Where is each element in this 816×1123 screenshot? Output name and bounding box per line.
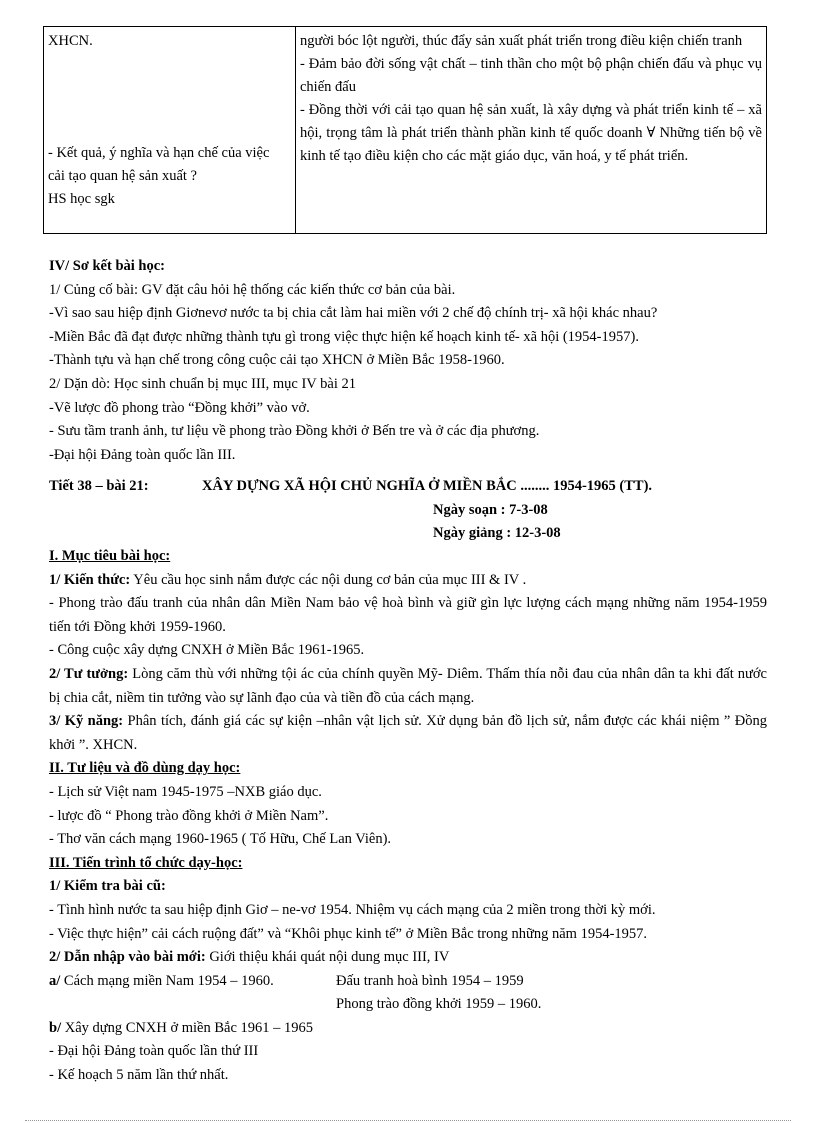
text-line: - Lịch sử Việt nam 1945-1975 –NXB giáo dục. — [49, 783, 322, 800]
item-a-text: Cách mạng miền Nam 1954 – 1960. — [60, 972, 274, 989]
check-label: 1/ Kiểm tra bài cũ: — [49, 878, 166, 895]
cell-text: người bóc lột người, thúc đẩy sản xuất phát triển trong điều kiện chiến tranh — [300, 33, 743, 49]
text-line: -Thành tựu và hạn chế trong công cuộc cải tạo XHCN ở Miền Bắc 1958-1960. — [49, 352, 505, 369]
cell-text: - Đồng thời với cải tạo quan hệ sản xuất, là xây dựng và phát triển kinh tế – xã hội, trọng tâm là phát triển thành phần kinh tế quốc doanh ∀ Những tiến bộ về kinh tế tạo điều kiện cho các mặt giáo dục, văn hoá, y tế phát triển. — [300, 102, 762, 164]
item-a-right-2: Phong trào đồng khởi 1959 – 1960. — [336, 996, 542, 1013]
lesson-title: XÂY DỰNG XÃ HỘI CHỦ NGHĨA Ở MIỀN BẮC ........ 1954-1965 (TT). — [202, 478, 653, 494]
page-bottom-divider — [25, 1120, 791, 1121]
item-a-label: a/ — [49, 972, 61, 989]
section-heading: IV/ Sơ kết bài học: — [49, 258, 165, 274]
intro-text: Giới thiệu khái quát nội dung mục III, IV — [205, 949, 450, 966]
section-heading: I. Mục tiêu bài học: — [49, 548, 171, 564]
lesson-title-row — [49, 478, 653, 495]
item-b-label: b/ — [49, 1019, 62, 1036]
text-line: - Công cuộc xây dựng CNXH ở Miền Bắc 1961-1965. — [49, 642, 365, 659]
cell-text: HS học sgk — [48, 191, 115, 207]
text-line: 1/ Củng cố bài: GV đặt câu hỏi hệ thống các kiến thức cơ bản của bài. — [49, 281, 456, 298]
text-line: - lược đồ “ Phong trào đồng khởi ở Miền Nam”. — [49, 807, 329, 824]
cell-text: XHCN. — [48, 33, 93, 49]
text-line: - Đại hội Đảng toàn quốc lần thứ III — [49, 1043, 259, 1060]
text-line: - Thơ văn cách mạng 1960-1965 ( Tố Hữu, Chế Lan Viên). — [49, 831, 392, 848]
summary-section — [49, 255, 657, 467]
date-prepared: Ngày soạn : 7-3-08 — [433, 502, 548, 518]
skill-label: 3/ Kỹ năng: — [49, 713, 124, 730]
lesson-period: Tiết 38 – bài 21: — [49, 478, 149, 494]
text-line: - Việc thực hiện” cải cách ruộng đất” và “Khôi phục kinh tế” ở Miền Bắc trong những năm 1954-1957. — [49, 925, 648, 942]
knowledge-text: Yêu cầu học sinh nắm được các nội dung cơ bản của mục III & IV . — [130, 571, 527, 588]
section-heading: III. Tiến trình tổ chức dạy-học: — [49, 854, 243, 871]
text-line: -Miền Bắc đã đạt được những thành tựu gì trong việc thực hiện kế hoạch kinh tế- xã hội (1954-1957). — [49, 328, 639, 345]
text-line: - Kế hoạch 5 năm lần thứ nhất. — [49, 1067, 229, 1084]
text-line: - Sưu tầm tranh ảnh, tư liệu về phong trào Đồng khởi ở Bến tre và ở các địa phương. — [49, 423, 540, 440]
thought-text: Lòng căm thù với những tội ác của chính quyền Mỹ- Diêm. Thấm thía nỗi đau của nhân dân ta khi đất nước bị chia cắt, niềm tin tưởng vào sự lãnh đạo của và tiền đồ của cách mạng. — [49, 665, 767, 706]
thought-label: 2/ Tư tưởng: — [49, 665, 129, 682]
text-line: -Đại hội Đảng toàn quốc lần III. — [49, 446, 236, 463]
text-line: -Vẽ lược đồ phong trào “Đồng khởi” vào vở. — [49, 399, 310, 416]
intro-label: 2/ Dẫn nhập vào bài mới: — [49, 949, 206, 966]
item-a-right-1: Đấu tranh hoà bình 1954 – 1959 — [336, 972, 524, 989]
knowledge-label: 1/ Kiến thức: — [49, 571, 131, 588]
item-b-text: Xây dựng CNXH ở miền Bắc 1961 – 1965 — [61, 1019, 314, 1036]
section-heading: II. Tư liệu và đồ dùng dạy học: — [49, 760, 241, 777]
lesson-table — [43, 26, 767, 234]
skill-text: Phân tích, đánh giá các sự kiện –nhân vật lịch sử. Xử dụng bản đồ lịch sử, nắm được các khái niệm ” Đồng khởi ”. XHCN. — [49, 713, 768, 753]
cell-text: - Đảm bảo đời sống vật chất – tinh thần cho một bộ phận chiến đấu và phục vụ chiến đấu — [300, 56, 762, 95]
text-line: -Vì sao sau hiệp định Giơnevơ nước ta bị chia cắt làm hai miền với 2 chế độ chính trị- xã hội khác nhau? — [49, 305, 658, 322]
text-line: - Tình hình nước ta sau hiệp định Giơ – ne-vơ 1954. Nhiệm vụ cách mạng của 2 miền trong thời kỳ mới. — [49, 901, 656, 918]
date-taught: Ngày giảng : 12-3-08 — [433, 525, 561, 541]
table-row — [44, 27, 767, 234]
text-paragraph: - Phong trào đấu tranh của nhân dân Miền Nam bảo vệ hoà bình và giữ gìn lực lượng cách mạng những năm 1954-1959 tiến tới Đồng khởi 1959-1960. — [49, 595, 767, 635]
table-cell-right — [296, 27, 767, 234]
table-cell-left — [44, 27, 296, 234]
cell-text: - Kết quả, ý nghĩa và hạn chế của việc cải tạo quan hệ sản xuất ? — [48, 145, 270, 184]
text-line: 2/ Dặn dò: Học sinh chuẩn bị mục III, mục IV bài 21 — [49, 375, 356, 392]
objectives-section — [49, 545, 767, 1088]
